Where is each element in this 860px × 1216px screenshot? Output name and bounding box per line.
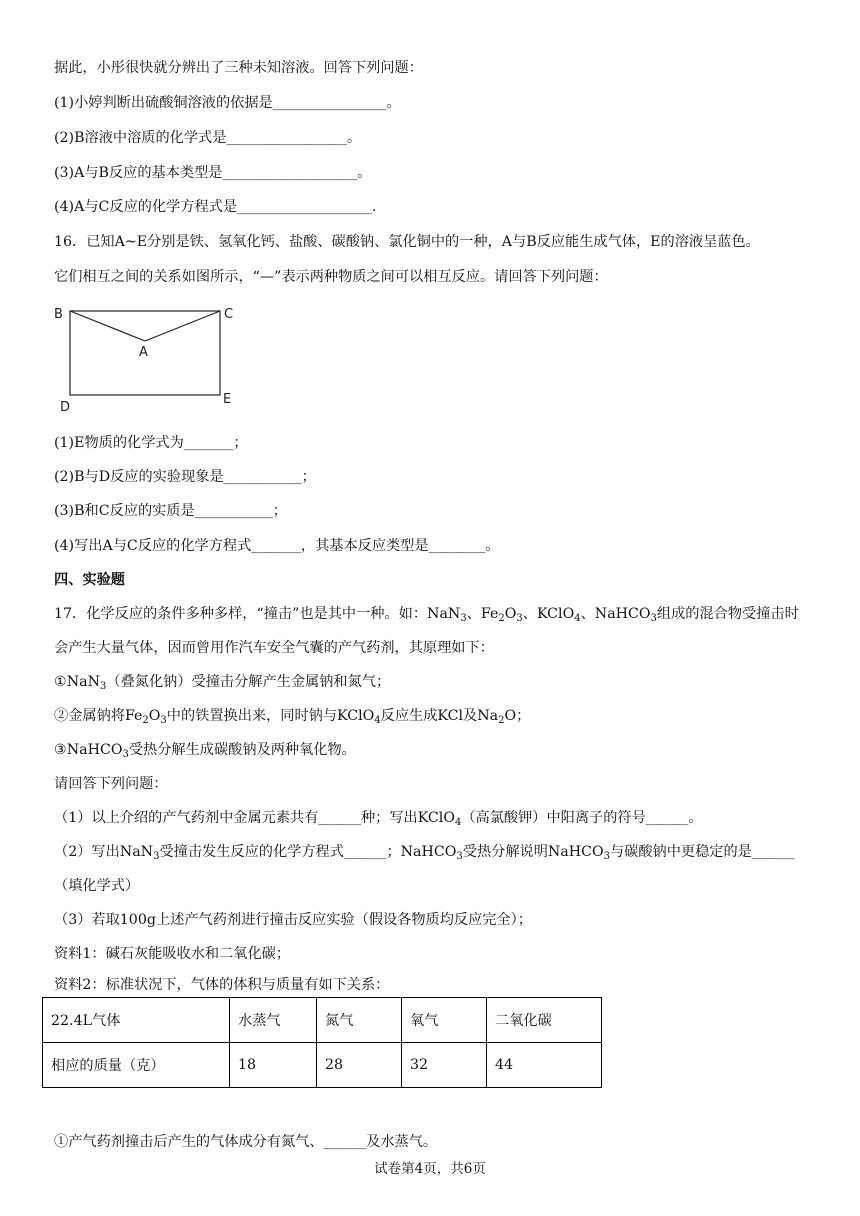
table-cell: 氧气 [402,998,487,1043]
diagram-label-e: E [223,392,232,407]
question-17-ask: 请回答下列问题： [54,776,168,792]
question-17-stem: 17．化学反应的条件多种多样，“撞击”也是其中一种。如：NaN$_3$、$Fe_2O_3$、KClO$_4$、NaHCO$_3$组成的混合物受撞击时 [54,606,799,624]
question-16-3: (3)B和C反应的实质是___________； [54,503,287,519]
question-16-2: (2)B与D反应的实验现象是___________； [54,469,316,485]
diagram-label-c: C [224,307,234,322]
question-17-1: （1）以上介绍的产气药剂中金属元素共有______种；写出KClO$_4$（高氯酸钾）中阳离子的符号______。 [54,810,703,828]
table-row [43,1043,602,1088]
diagram-label-a: A [139,345,148,360]
question-17-2: （2）写出NaN$_3$受撞击发生反应的化学方程式______；NaHCO$_3$受热分解说明NaHCO$_3$与碳酸钠中更稳定的是______ [54,844,795,862]
table-cell: 相应的质量（克） [43,1043,230,1088]
page-footer: 试卷第4页，共6页 [374,1161,486,1177]
question-15-3: (3)A与B反应的基本类型是___________________。 [54,165,372,181]
question-17-3: （3）若取100g上述产气药剂进行撞击反应实验（假设各物质均反应完全）； [54,912,532,928]
reaction-relation-diagram [50,303,250,415]
question-15-2: (2)B溶液中溶质的化学式是_________________。 [54,130,362,146]
question-16-stem-cont: 它们相互之间的关系如图所示，“—”表示两种物质之间可以相互反应。请回答下列问题： [54,269,608,285]
question-15-4: (4)A与C反应的化学方程式是___________________. [54,199,377,215]
question-16-stem: 16．已知A~E分别是铁、氢氧化钙、盐酸、碳酸钠、氯化铜中的一种，A与B反应能生成气体，E的溶液呈蓝色。 [54,234,760,250]
table-cell: 18 [230,1043,317,1088]
principle-2: ②金属钠将$Fe_2O_3$中的铁置换出来，同时钠与KClO$_4$反应生成KCl及$Na_2O$； [54,708,531,726]
table-cell: 22.4L气体 [43,998,230,1043]
diagram-label-b: B [54,307,63,322]
diagram-label-d: D [60,400,71,415]
table-cell: 水蒸气 [230,998,317,1043]
principle-1: ①NaN$_3$（叠氮化钠）受撞击分解产生金属钠和氮气； [54,674,391,692]
table-cell: 氮气 [317,998,402,1043]
table-row [43,998,602,1043]
reference-2: 资料2：标准状况下，气体的体积与质量有如下关系： [54,977,390,993]
principle-3: ③NaHCO$_3$受热分解生成碳酸钠及两种氧化物。 [54,742,356,760]
table-cell: 44 [487,1043,602,1088]
question-16-4: (4)写出A与C反应的化学方程式_______，其基本反应类型是________。 [54,538,500,554]
text-line: 据此，小彤很快就分辨出了三种未知溶液。回答下列问题： [54,60,423,76]
question-17-2-cont: （填化学式） [54,878,140,894]
diagram-line-b-a [70,311,145,341]
question-17-3-1: ①产气药剂撞击后产生的气体成分有氮气、______及水蒸气。 [54,1134,438,1150]
table-cell: 28 [317,1043,402,1088]
table-cell: 32 [402,1043,487,1088]
table-cell: 二氧化碳 [487,998,602,1043]
diagram-line-c-a [145,311,220,341]
question-15-1: (1)小婷判断出硫酸铜溶液的依据是________________。 [54,95,401,111]
question-16-1: (1)E物质的化学式为_______； [54,435,248,451]
reference-1: 资料1：碱石灰能吸收水和二氧化碳； [54,946,291,962]
question-17-stem-cont: 会产生大量气体，因而曾用作汽车安全气囊的产气药剂，其原理如下： [54,640,494,656]
section-title: 四、实验题 [54,572,125,588]
gas-mass-table [42,997,602,1088]
